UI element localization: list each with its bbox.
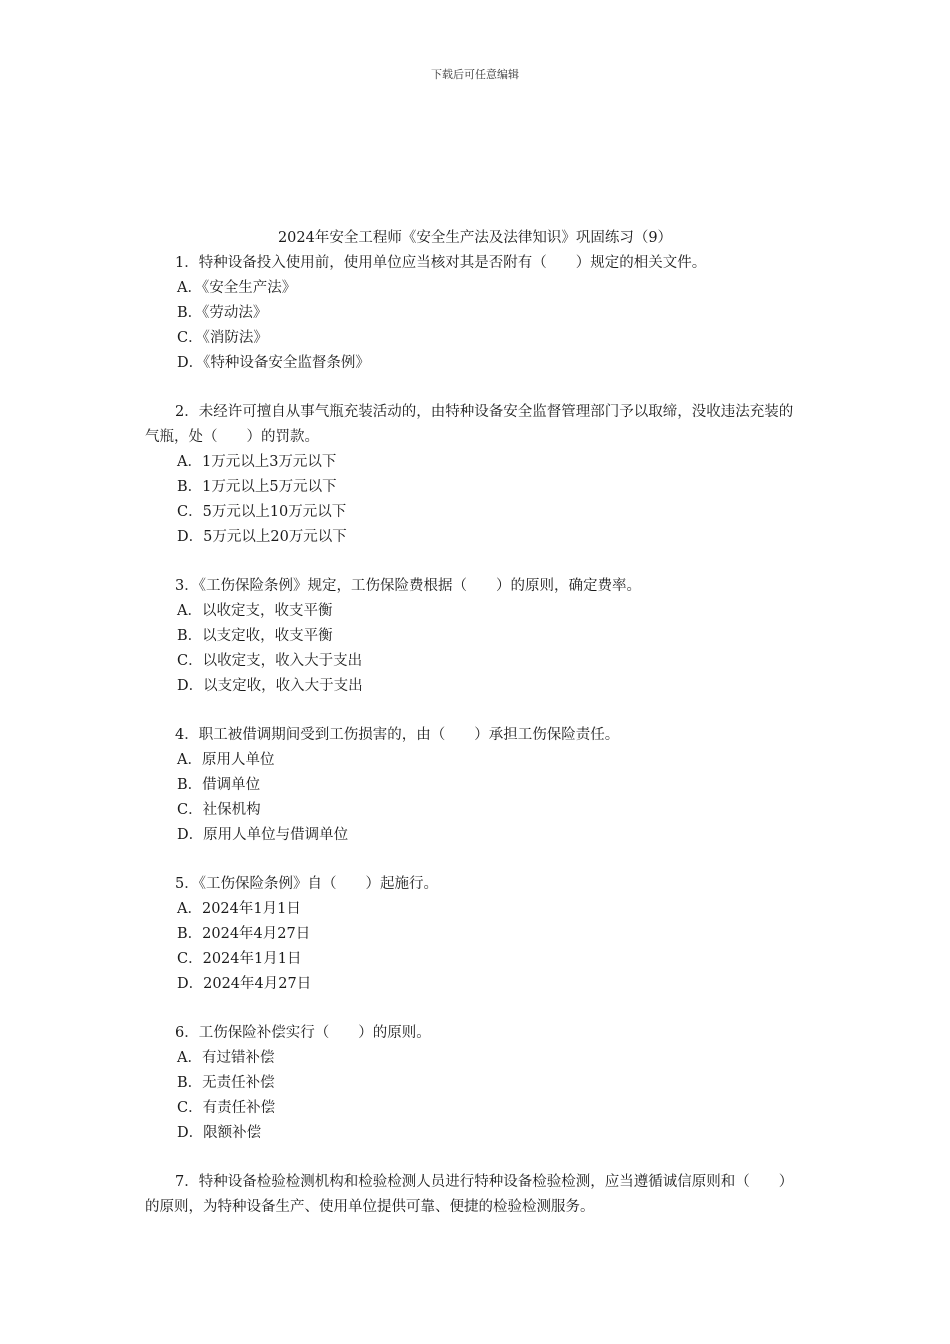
- option-c: C．2024年1月1日: [177, 951, 302, 967]
- question-6: [145, 1021, 805, 1146]
- option-d: D．原用人单位与借调单位: [177, 827, 349, 843]
- option-d: D．限额补偿: [177, 1125, 262, 1141]
- question-stem: 2．未经许可擅自从事气瓶充装活动的，由特种设备安全监督管理部门予以取缔，没收违法充装的气瓶，处（ ）的罚款。: [145, 404, 794, 445]
- option-a: A．有过错补偿: [177, 1050, 275, 1066]
- question-5: [145, 872, 805, 997]
- option-a: A．《安全生产法》: [177, 280, 297, 296]
- spacer: [145, 1146, 805, 1170]
- question-stem: 6．工伤保险补偿实行（ ）的原则。: [175, 1025, 431, 1041]
- option-b: B．以支定收，收支平衡: [177, 628, 333, 644]
- question-stem: 1．特种设备投入使用前，使用单位应当核对其是否附有（ ）规定的相关文件。: [175, 255, 707, 271]
- option-d: D．5万元以上20万元以下: [177, 529, 347, 545]
- spacer: [145, 997, 805, 1021]
- page-header: 下载后可任意编辑: [431, 68, 519, 81]
- spacer: [145, 550, 805, 574]
- option-c: C．以收定支，收入大于支出: [177, 653, 363, 669]
- question-stem: 3．《工伤保险条例》规定，工伤保险费根据（ ）的原则，确定费率。: [175, 578, 641, 594]
- option-b: B．2024年4月27日: [177, 926, 311, 942]
- option-b: B．1万元以上5万元以下: [177, 479, 337, 495]
- question-3: [145, 574, 805, 699]
- option-d: D．以支定收，收入大于支出: [177, 678, 363, 694]
- question-stem: 5．《工伤保险条例》自（ ）起施行。: [175, 876, 438, 892]
- option-c: C．社保机构: [177, 802, 261, 818]
- question-1: [145, 251, 805, 376]
- option-d: D．《特种设备安全监督条例》: [177, 355, 370, 371]
- option-c: C．5万元以上10万元以下: [177, 504, 347, 520]
- question-stem: 7．特种设备检验检测机构和检验检测人员进行特种设备检验检测，应当遵循诚信原则和（ ）的原则，为特种设备生产、使用单位提供可靠、便捷的检验检测服务。: [145, 1174, 794, 1215]
- option-a: A．1万元以上3万元以下: [177, 454, 337, 470]
- option-a: A．原用人单位: [177, 752, 275, 768]
- option-b: B．借调单位: [177, 777, 261, 793]
- spacer: [145, 848, 805, 872]
- option-b: B．无责任补偿: [177, 1075, 275, 1091]
- spacer: [145, 699, 805, 723]
- option-a: A．2024年1月1日: [177, 901, 301, 917]
- question-7: [145, 1170, 805, 1220]
- document-title: 2024年安全工程师《安全生产法及法律知识》巩固练习（9）: [277, 230, 673, 246]
- option-a: A．以收定支，收支平衡: [177, 603, 333, 619]
- option-c: C．《消防法》: [177, 330, 268, 346]
- question-4: [145, 723, 805, 848]
- question-stem: 4．职工被借调期间受到工伤损害的，由（ ）承担工伤保险责任。: [175, 727, 620, 743]
- option-c: C．有责任补偿: [177, 1100, 276, 1116]
- option-d: D．2024年4月27日: [177, 976, 312, 992]
- option-b: B．《劳动法》: [177, 305, 268, 321]
- document-body: [145, 226, 805, 1220]
- spacer: [145, 376, 805, 400]
- question-2: [145, 400, 805, 550]
